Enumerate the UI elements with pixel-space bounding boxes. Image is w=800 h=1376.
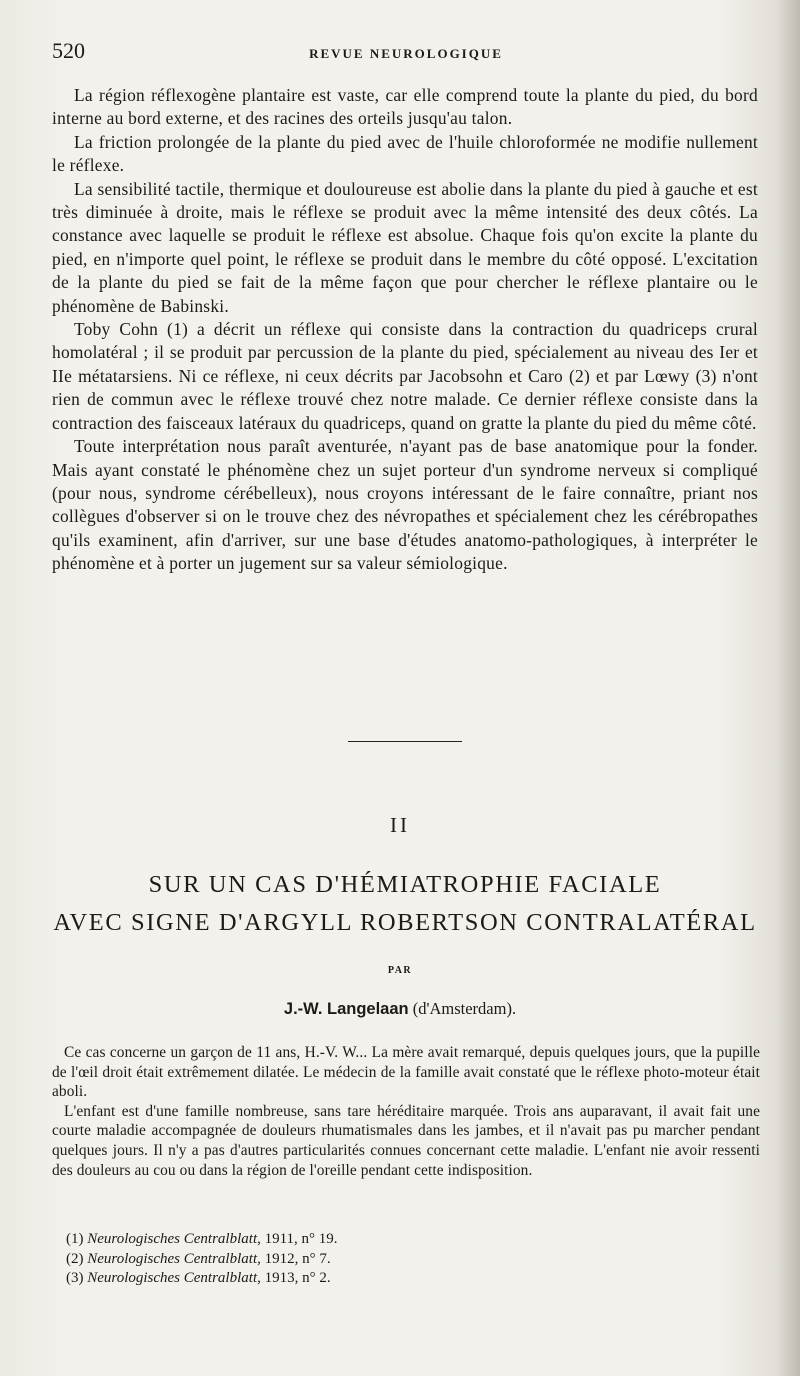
footnote-marker: (2) [66, 1250, 84, 1267]
body-text [52, 84, 758, 576]
article-text [52, 1043, 760, 1180]
footnote-journal: Neurologisches Centralblatt, [87, 1270, 261, 1287]
footnote [66, 1230, 666, 1250]
article-paragraph: L'enfant est d'une famille nombreuse, sans tare héréditaire marquée. Trois ans auparavant, il avait fait une courte maladie accompagnée de douleurs rhumatismales dans les jambes, et il n'avait pas pu marcher pendant quelques jours. Il n'y a pas d'autres particularités connues concernant cette maladie. L'enfant nie avoir ressenti des douleurs au cou ou dans la région de l'oreille pendant cette indisposition. [52, 1102, 760, 1179]
page-header [52, 36, 760, 66]
footnote-journal: Neurologisches Centralblatt, [87, 1231, 261, 1247]
footnote [66, 1250, 666, 1270]
footnote-ref: 1912, n° 7. [264, 1250, 331, 1267]
article-title [40, 866, 770, 942]
author-affiliation: (d'Amsterdam). [412, 999, 517, 1018]
article-paragraph: Ce cas concerne un garçon de 11 ans, H.-V. W... La mère avait remarqué, depuis quelques jours, que la pupille de l'œil droit était extrêmement dilatée. Le médecin de la famille avait constaté que le réflexe photo-moteur était aboli. [52, 1044, 760, 1101]
footnote-ref: 1911, n° 19. [264, 1231, 338, 1247]
footnote-ref: 1913, n° 2. [264, 1270, 331, 1287]
article-title-line: SUR UN CAS D'HÉMIATROPHIE FACIALE [148, 871, 662, 898]
section-divider [348, 741, 462, 742]
footnote-marker: (1) [66, 1231, 84, 1247]
footnotes [66, 1230, 666, 1289]
section-number: II [390, 813, 410, 837]
running-title: REVUE NEUROLOGIQUE [309, 46, 503, 61]
body-paragraph: La sensibilité tactile, thermique et douloureuse est abolie dans la plante du pied à gauche et est très diminuée à droite, mais le réflexe se produit avec la même intensité des deux côtés. La constance avec laquelle se produit le réflexe est absolue. Chaque fois qu'on excite la plante du pied, en n'importe quel point, le réflexe se produit dans le membre du côté opposé. L'excitation de la plante du pied se fait de la même façon que pour chercher le réflexe plantaire ou le phénomène de Babinski. [52, 178, 758, 316]
body-paragraph: La région réflexogène plantaire est vaste, car elle comprend toute la plante du pied, du bord interne au bord externe, et des racines des orteils jusqu'au talon. [52, 85, 758, 129]
body-paragraph: La friction prolongée de la plante du pied avec de l'huile chloroformée ne modifie nullement le réflexe. [52, 131, 758, 176]
author-name: J.-W. Langelaan [283, 1000, 409, 1018]
author-line [0, 999, 800, 1019]
footnote-journal: Neurologisches Centralblatt, [87, 1250, 261, 1267]
body-paragraph: Toby Cohn (1) a décrit un réflexe qui consiste dans la contraction du quadriceps crural homolatéral ; il se produit par percussion de la plante du pied, spécialement au niveau des Ier et IIe métatarsiens. Ni ce réflexe, ni ceux décrits par Jacobsohn et Caro (2) et par Lœwy (3) n'ont rien de commun avec le réflexe trouvé chez notre malade. Ce dernier réflexe consiste dans la contraction des faisceaux latéraux du quadriceps, quand on gratte la plante du pied du même côté. [52, 319, 758, 433]
body-paragraph: Toute interprétation nous paraît aventurée, n'ayant pas de base anatomique pour la fonder. Mais ayant constaté le phénomène chez un sujet porteur d'un syndrome nerveux si compliqué (pour nous, syndrome cérébelleux), nous croyons intéressant de le faire connaître, priant nos collègues d'observer si on le trouve chez des névropathes et spécialement chez les cérébropathes qu'ils examinent, afin d'arriver, sur une base d'études anatomo-pathologiques, à interpréter le phénomène et à porter un jugement sur sa valeur sémiologique. [52, 436, 758, 574]
byline-par: PAR [387, 965, 413, 976]
page-number: 520 [52, 38, 85, 63]
footnote-marker: (3) [66, 1270, 84, 1287]
article-title-line: AVEC SIGNE D'ARGYLL ROBERTSON CONTRALATÉRAL [53, 909, 757, 936]
footnote [66, 1269, 666, 1289]
